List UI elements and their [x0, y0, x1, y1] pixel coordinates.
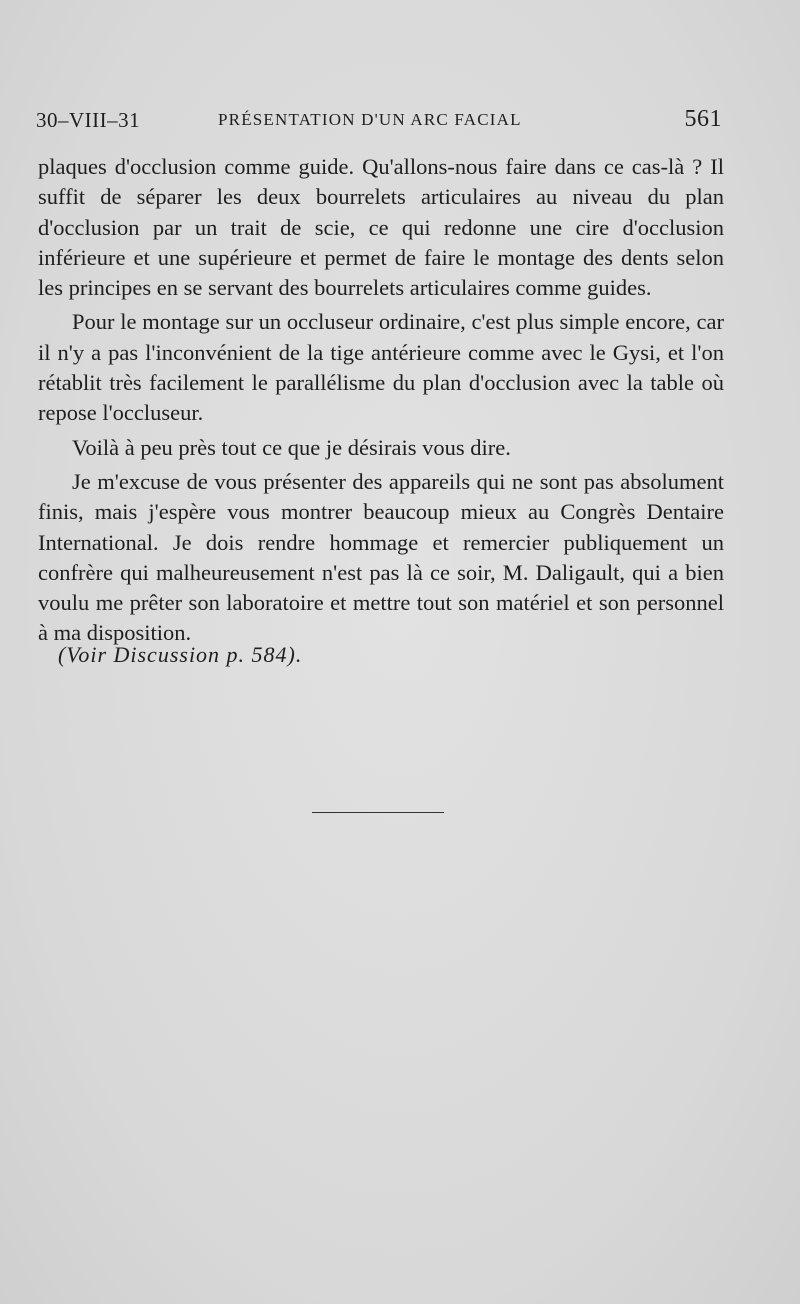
paragraph-occluseur: Pour le montage sur un occluseur ordinaire, c'est plus simple encore, car il n'y a pas l'inconvénient de la tige antérieure comme avec le Gysi, et l'on rétablit très facilement le parallélisme du plan d'occlusion avec la table où repose l'occluseur. — [38, 309, 724, 426]
section-end-rule — [312, 812, 444, 813]
running-head-title: PRÉSENTATION D'UN ARC FACIAL — [218, 110, 522, 129]
running-head-date: 30–VIII–31 — [36, 108, 141, 132]
page-number: 561 — [684, 106, 722, 132]
paragraph-excuse: Je m'excuse de vous présenter des appareils qui ne sont pas absolument finis, mais j'espère vous montrer beaucoup mieux au Congrès Dentaire International. Je dois rendre hommage et remercier publiquement un confrère qui malheureusement n'est pas là ce soir, M. Daligault, qui a bien voulu me prêter son laboratoire et mettre tout son matériel et son personnel à ma disposition. — [38, 468, 724, 646]
paragraph-voila: Voilà à peu près tout ce que je désirais vous dire. — [72, 434, 511, 460]
discussion-reference: (Voir Discussion p. 584). — [58, 642, 303, 667]
body-text — [38, 152, 724, 653]
paragraph-continuation: plaques d'occlusion comme guide. Qu'allons-nous faire dans ce cas-là ? Il suffit de séparer les deux bourrelets articulaires au niveau du plan d'occlusion par un trait de scie, ce qui redonne une cire d'occlusion inférieure et une supérieure et permet de faire le montage des dents selon les principes en se servant des bourrelets articulaires comme guides. — [38, 154, 724, 301]
running-head — [36, 108, 724, 138]
